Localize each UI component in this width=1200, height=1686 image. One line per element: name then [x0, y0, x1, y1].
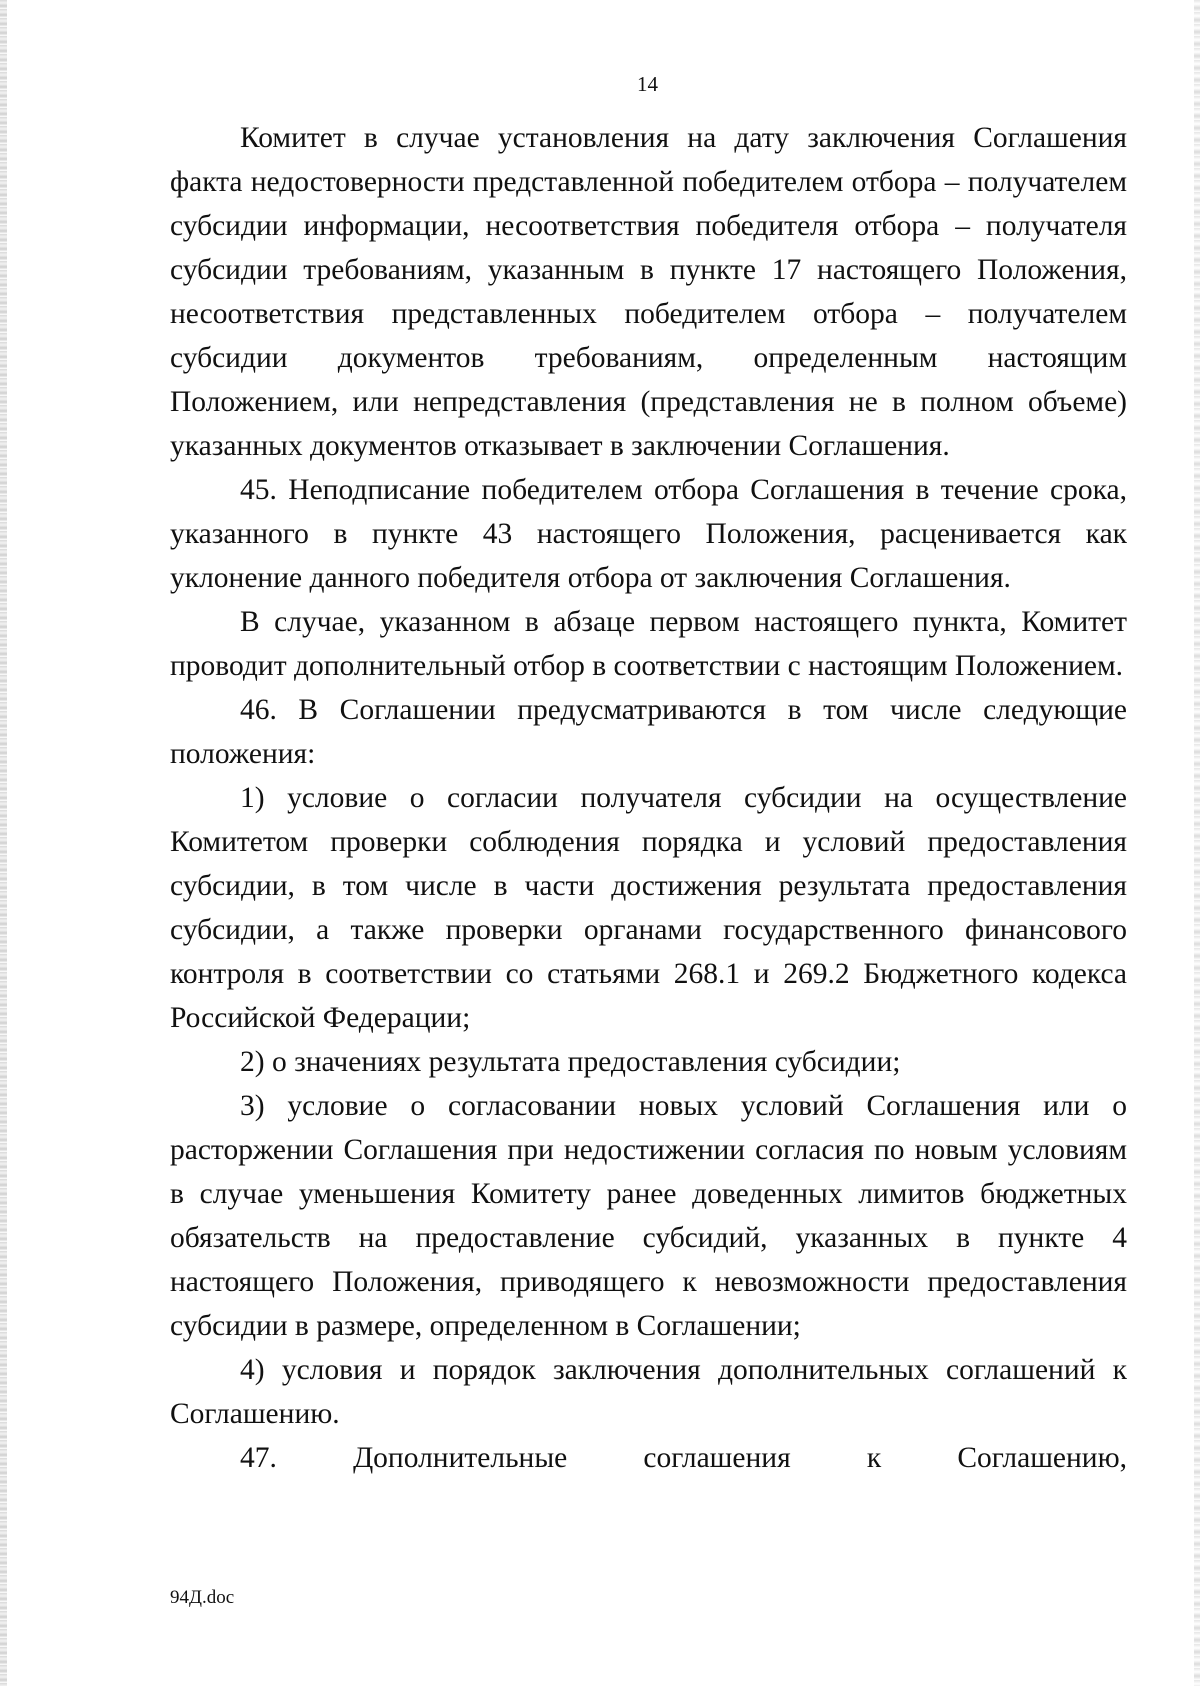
paragraph-committee-refusal: Комитет в случае установления на дату заключения Соглашения факта недостоверности представленной победителем отбора – получателем субсидии информации, несоответствия победителя отбора – получателя субсидии требованиям, указанным в пункте 17 настоящего Положения, несоответствия представленных победителем отбора – получателем субсидии документов требованиям, определенным настоящим Положением, или непредставления (представления не в полном объеме) указанных документов отказывает в заключении Соглашения.: [170, 122, 1127, 462]
paragraph-46-item-3: 3) условие о согласовании новых условий Соглашения или о расторжении Соглашения при недостижении согласия по новым условиям в случае уменьшения Комитету ранее доведенных лимитов бюджетных обязательств на предоставление субсидий, указанных в пункте 4 настоящего Положения, приводящего к невозможности предоставления субсидии в размере, определенном в Соглашении;: [170, 1090, 1127, 1342]
footer-filename: 94Д.doc: [170, 1587, 235, 1608]
scan-edge-left: [0, 0, 7, 1686]
paragraph-47: 47. Дополнительные соглашения к Соглашению,: [240, 1442, 1127, 1474]
paragraph-45: 45. Неподписание победителем отбора Соглашения в течение срока, указанного в пункте 43 настоящего Положения, расценивается как уклонение данного победителя отбора от заключения Соглашения.: [170, 474, 1127, 594]
paragraph-46: 46. В Соглашении предусматриваются в том числе следующие положения:: [170, 694, 1127, 770]
paragraph-45-additional-selection: В случае, указанном в абзаце первом настоящего пункта, Комитет проводит дополнительный отбор в соответствии с настоящим Положением.: [170, 606, 1127, 682]
scan-edge-right: [1194, 0, 1200, 1686]
document-body: [170, 116, 1127, 1480]
paragraph-46-item-1: 1) условие о согласии получателя субсидии на осуществление Комитетом проверки соблюдения порядка и условий предоставления субсидии, в том числе в части достижения результата предоставления субсидии, а также проверки органами государственного финансового контроля в соответствии со статьями 268.1 и 269.2 Бюджетного кодекса Российской Федерации;: [170, 782, 1127, 1034]
paragraph-46-item-4: 4) условия и порядок заключения дополнительных соглашений к Соглашению.: [170, 1354, 1127, 1430]
page-number: 14: [637, 72, 658, 96]
paragraph-46-item-2: 2) о значениях результата предоставления субсидии;: [240, 1046, 901, 1078]
